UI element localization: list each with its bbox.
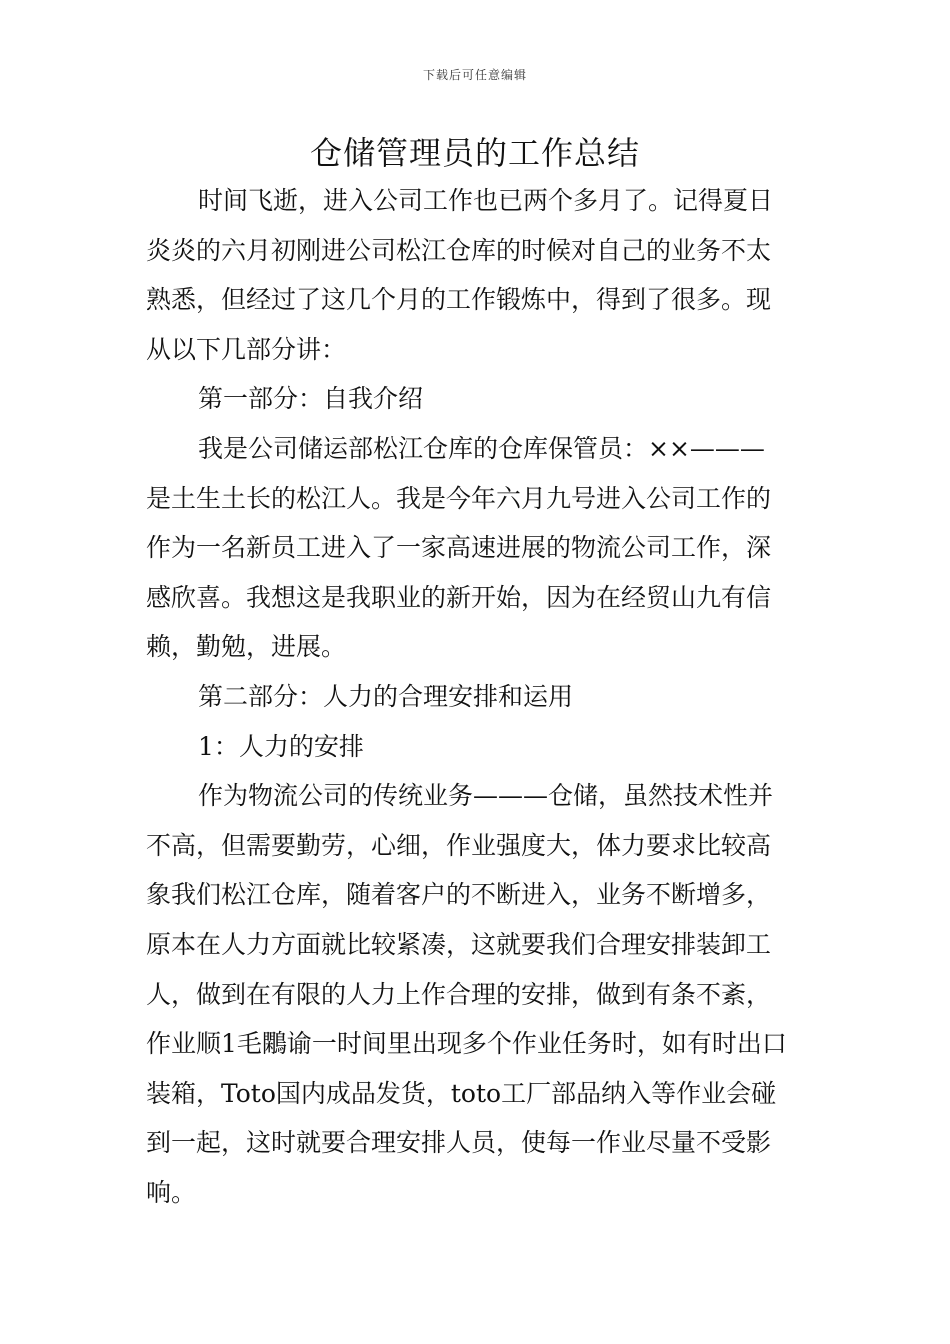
text-line: 象我们松江仓库，随着客户的不断进入，业务不断增多， [146, 880, 772, 910]
text-line: 感欣喜。我想这是我职业的新开始，因为在经贸山九有信 [146, 582, 772, 612]
text-line: 是土生土长的松江人。我是今年六月九号进入公司工作的 [146, 483, 772, 513]
text-line: 时间飞逝，进入公司工作也已两个多月了。记得夏日 [198, 186, 774, 215]
text-line: 炎炎的六月初刚进公司松江仓库的时候对自己的业务不太 [146, 235, 772, 265]
text-line: 熟悉，但经过了这几个月的工作锻炼中，得到了很多。现 [146, 285, 772, 315]
text-line: 作为一名新员工进入了一家高速进展的物流公司工作，深 [146, 533, 772, 563]
text-line: 1：人力的安排 [198, 731, 364, 761]
text-line: 装箱，Toto国内成品发货，toto工厂部品纳入等作业会碰 [146, 1078, 777, 1108]
text-line: 到一起，这时就要合理安排人员，使每一作业尽量不受影 [146, 1128, 772, 1158]
text-line: 第一部分：自我介绍 [198, 384, 424, 414]
text-line: 作为物流公司的传统业务———仓储，虽然技术性并 [198, 781, 774, 811]
body-text [146, 176, 811, 1217]
text-line: 赖，勤勉，进展。 [146, 632, 347, 662]
text-line: 第二部分：人力的合理安排和运用 [198, 681, 574, 711]
text-line: 不高，但需要勤劳，心细，作业强度大，体力要求比较高 [146, 830, 772, 860]
text-line: 原本在人力方面就比较紧凑，这就要我们合理安排装卸工 [146, 929, 772, 959]
text-line: 人，做到在有限的人力上作合理的安排，做到有条不紊， [146, 979, 772, 1009]
text-line: 我是公司储运部松江仓库的仓库保管员：××——— [198, 433, 765, 463]
text-line: 作业顺1毛鷴谕一时间里出现多个作业任务时，如有时出口 [146, 1029, 787, 1059]
text-line: 响。 [146, 1177, 197, 1207]
document-title: 仓储管理员的工作总结 [309, 134, 640, 172]
header-note: 下载后可任意编辑 [422, 68, 527, 82]
text-line: 从以下几部分讲： [146, 334, 347, 364]
